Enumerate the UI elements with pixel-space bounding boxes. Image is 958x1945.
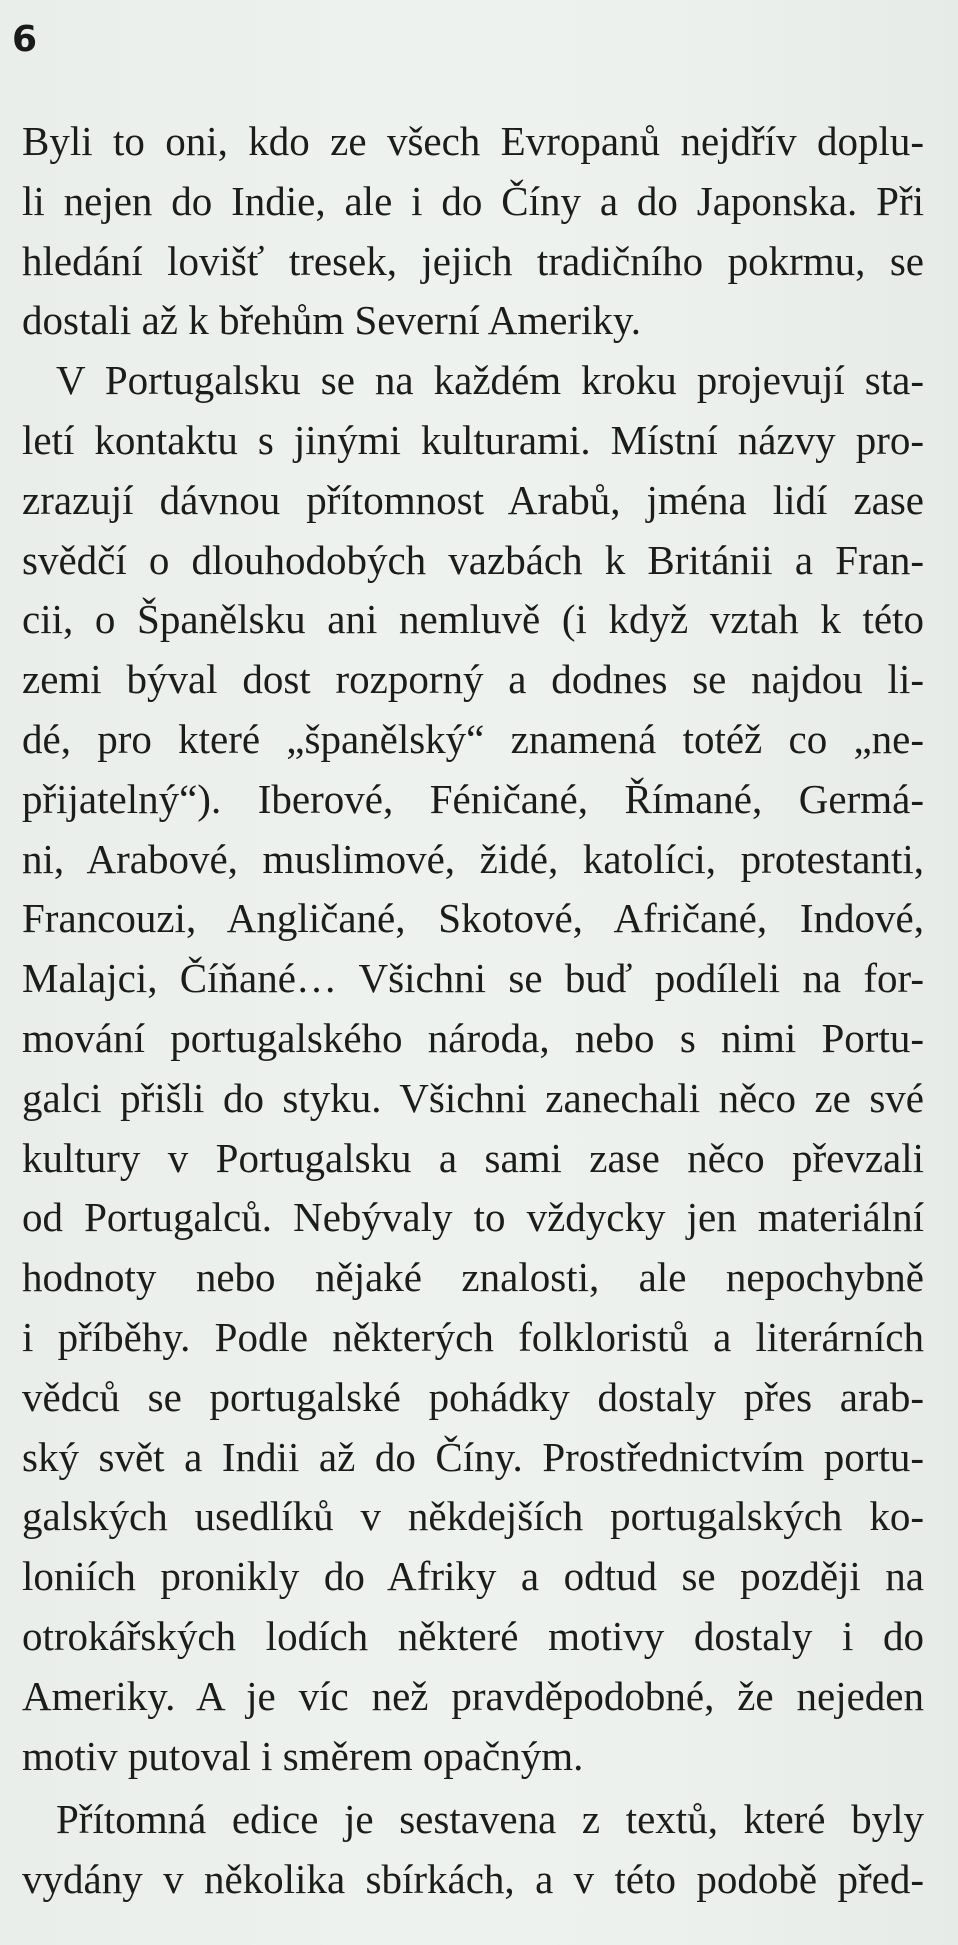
text-line: Byli to oni, kdo ze všech Evropanů nejdřív doplu- <box>22 118 924 164</box>
text-line: hodnoty nebo nějaké znalosti, ale nepochybně <box>22 1254 924 1301</box>
text-line: od Portugalců. Nebývaly to vždycky jen materiální <box>22 1194 924 1241</box>
text-line: vědců se portugalské pohádky dostaly přes arab- <box>22 1373 924 1420</box>
text-line: dé, pro které „španělský“ znamená totéž co „ne- <box>22 715 924 762</box>
text-line: Malajci, Číňané… Všichni se buď podíleli na for- <box>22 955 924 1002</box>
text-line: motiv putoval i směrem opačným. <box>22 1732 584 1779</box>
text-line: dostali až k břehům Severní Ameriky. <box>22 297 642 344</box>
text-line: V Portugalsku se na každém kroku projevují sta- <box>56 357 924 404</box>
paragraph-2 <box>22 351 924 1786</box>
text-line: svědčí o dlouhodobých vazbách k Británii a Fran- <box>22 536 924 583</box>
text-line: vydány v několika sbírkách, a v této podobě před- <box>22 1856 924 1903</box>
page-number: 6 <box>12 19 38 60</box>
paragraph-1 <box>22 112 924 351</box>
text-line: zrazují dávnou přítomnost Arabů, jména lidí zase <box>22 476 924 523</box>
text-line: ni, Arabové, muslimové, židé, katolíci, protestanti, <box>22 835 924 882</box>
text-line: letí kontaktu s jinými kulturami. Místní názvy pro- <box>22 416 924 463</box>
text-line: Ameriky. A je víc než pravděpodobné, že nejeden <box>22 1672 924 1719</box>
text-line: hledání lovišť tresek, jejich tradičního pokrmu, se <box>22 237 924 284</box>
text-line: i příběhy. Podle některých folkloristů a literárních <box>22 1313 924 1360</box>
text-line: Přítomná edice je sestavena z textů, které byly <box>56 1796 924 1843</box>
body-text <box>22 112 924 1910</box>
text-line: zemi býval dost rozporný a dodnes se najdou li- <box>22 656 924 703</box>
text-line: galci přišli do styku. Všichni zanechali něco ze své <box>22 1074 924 1121</box>
text-line: otrokářských lodích některé motivy dostaly i do <box>22 1612 924 1659</box>
text-line: Francouzi, Angličané, Skotové, Afričané, Indové, <box>22 895 924 942</box>
text-line: li nejen do Indie, ale i do Číny a do Japonska. Při <box>22 177 924 224</box>
text-line: galských usedlíků v někdejších portugalských ko- <box>22 1493 924 1540</box>
text-line: loniích pronikly do Afriky a odtud se později na <box>22 1553 924 1600</box>
text-line: cii, o Španělsku ani nemluvě (i když vztah k této <box>22 596 924 643</box>
text-line: ský svět a Indii až do Číny. Prostřednictvím portu- <box>22 1433 924 1480</box>
text-line: přijatelný“). Iberové, Féničané, Římané, Germá- <box>22 775 924 822</box>
text-line: mování portugalského národa, nebo s nimi Portu- <box>22 1014 924 1061</box>
text-line: kultury v Portugalsku a sami zase něco převzali <box>22 1134 924 1181</box>
paragraph-3 <box>22 1790 924 1910</box>
